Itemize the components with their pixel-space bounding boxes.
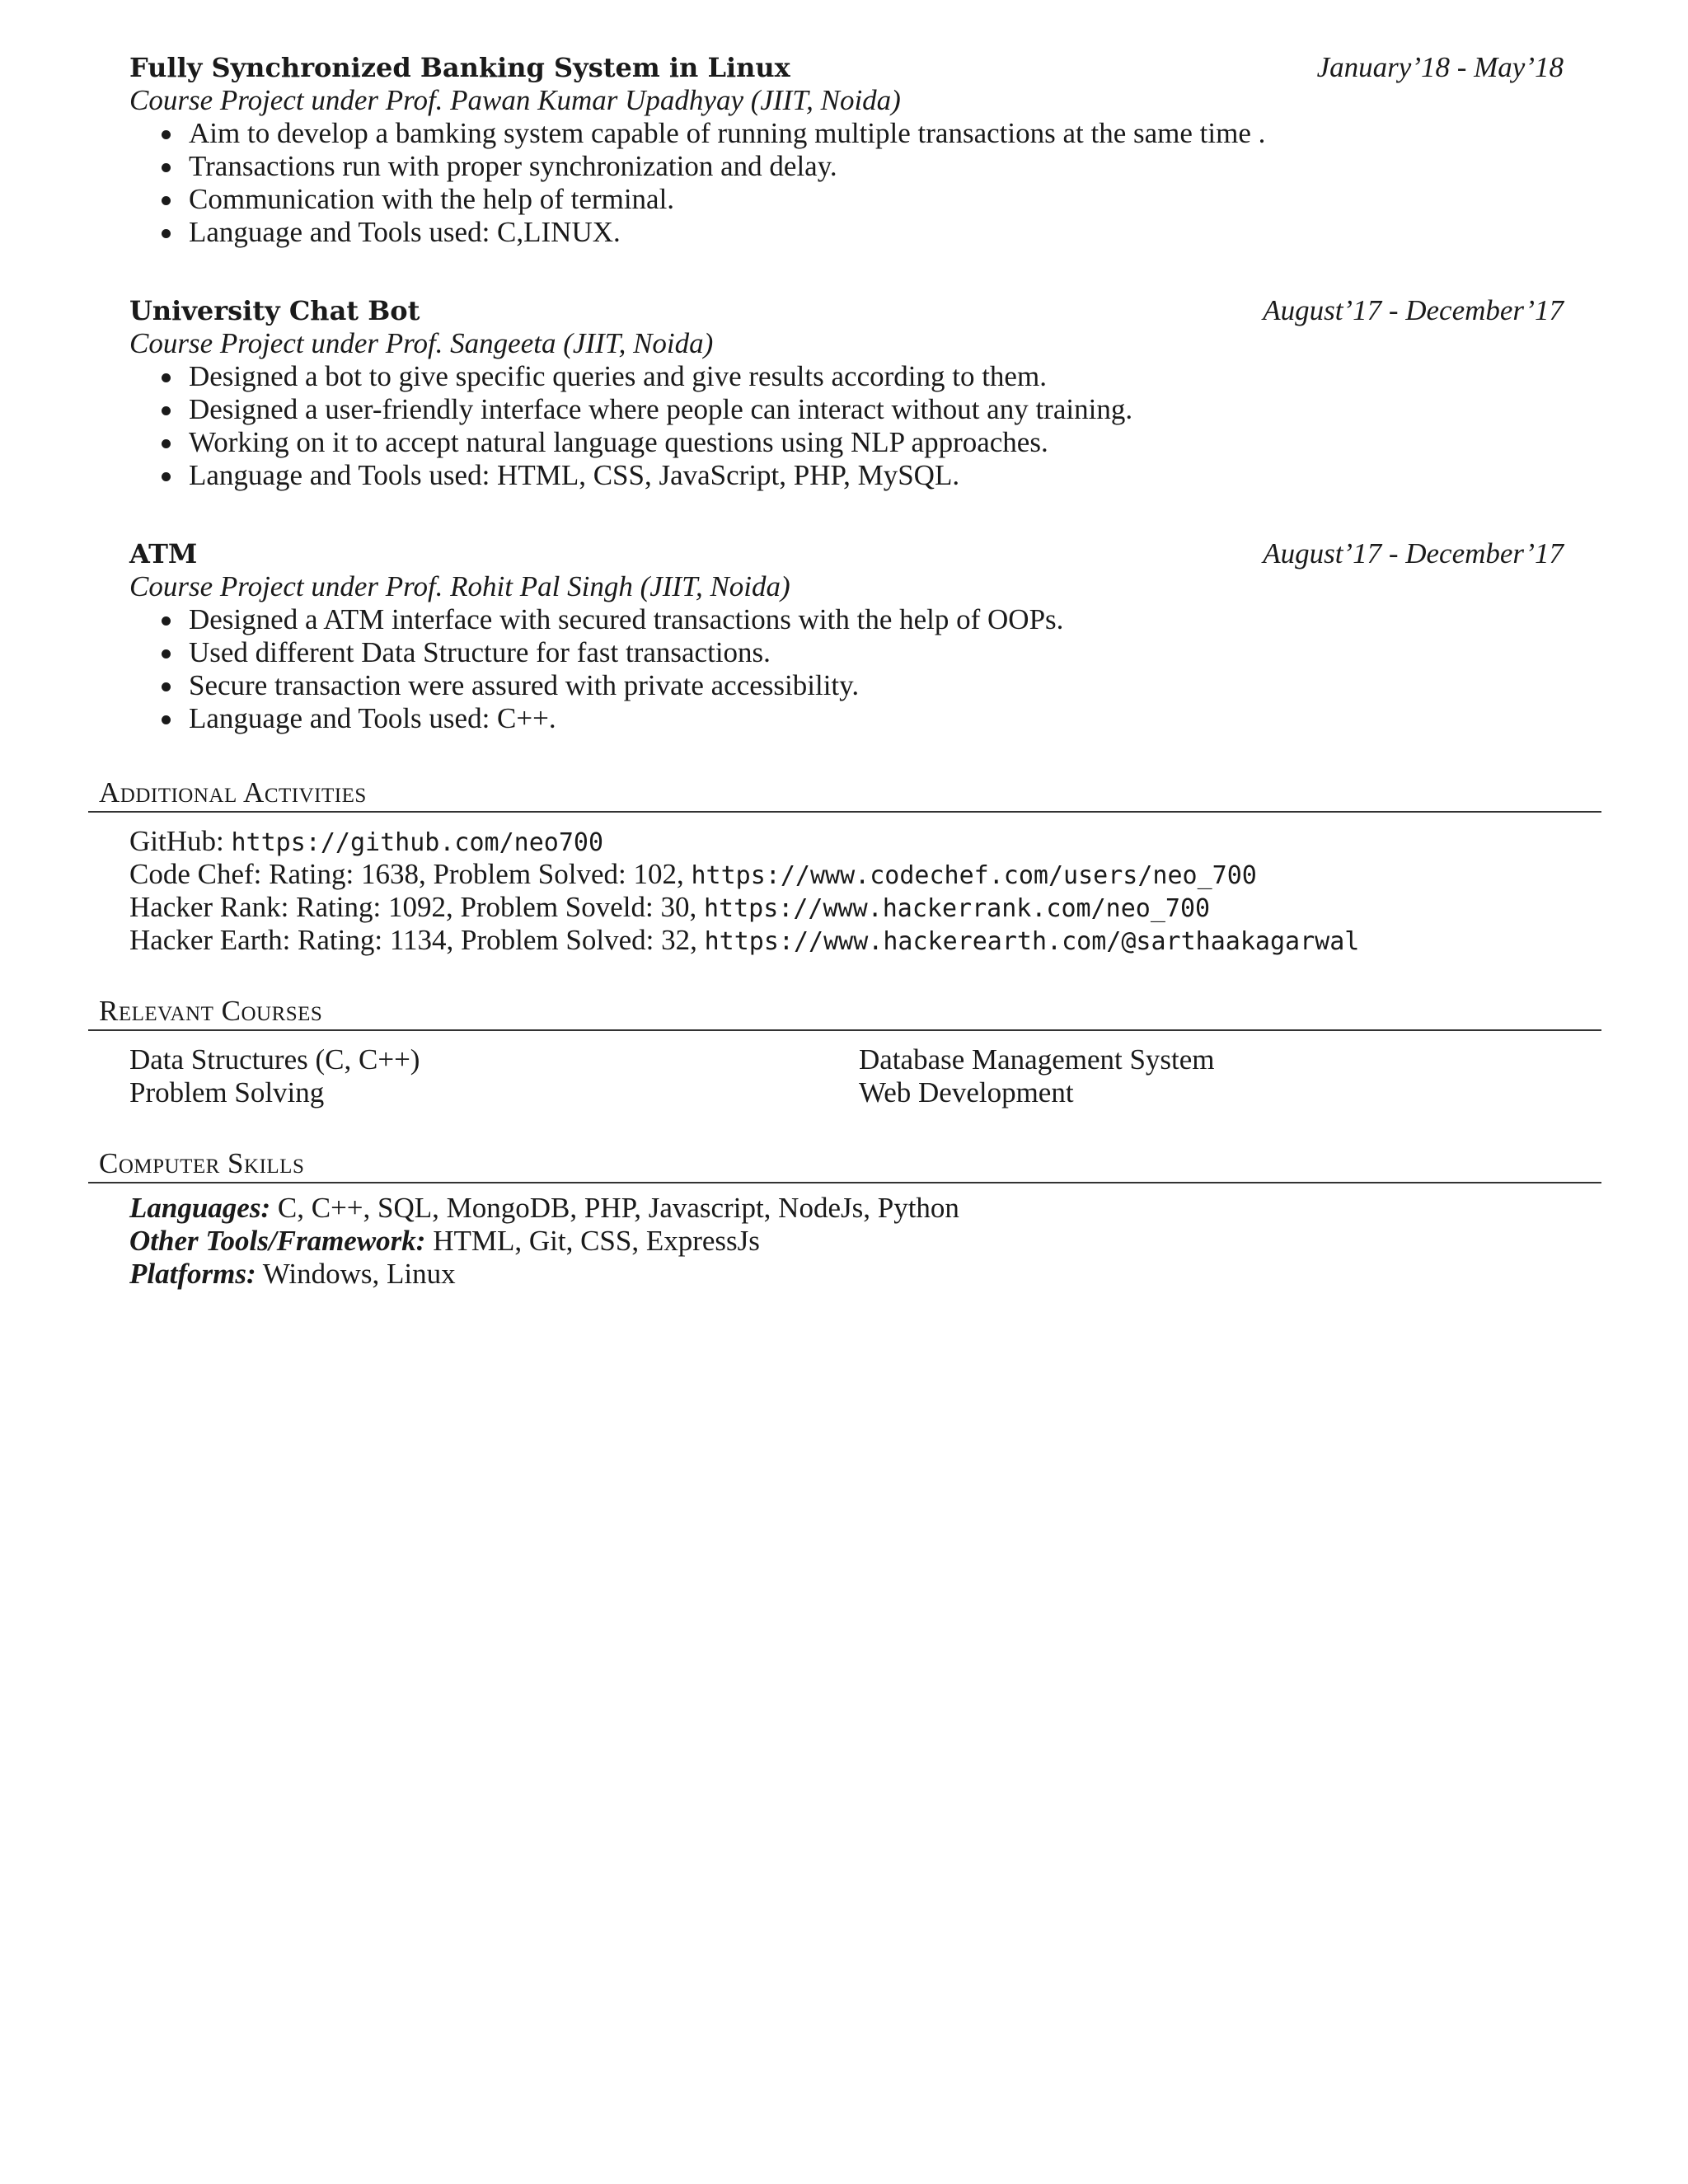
project-banking-system — [129, 51, 1564, 249]
skill-label: Platforms: — [129, 1258, 256, 1290]
project-title: University Chat Bot — [129, 295, 420, 326]
bullet-item: Language and Tools used: C,LINUX. — [189, 216, 1564, 249]
course-item: Data Structures (C, C++) — [129, 1043, 420, 1076]
bullet-item: Secure transaction were assured with private accessibility. — [189, 669, 1564, 702]
activity-text: Code Chef: Rating: 1638, Problem Solved: 102, — [129, 858, 692, 890]
github-link[interactable]: https://github.com/neo700 — [231, 828, 604, 857]
activity-text: Hacker Rank: Rating: 1092, Problem Soveld: 30, — [129, 891, 704, 923]
project-bullet-list — [129, 603, 1564, 735]
bullet-item: Designed a ATM interface with secured transactions with the help of OOPs. — [189, 603, 1564, 636]
section-title: Computer Skills — [99, 1147, 305, 1179]
project-bullet-list — [129, 360, 1564, 492]
section-title: Relevant Courses — [99, 995, 323, 1027]
project-subtitle: Course Project under Prof. Pawan Kumar Upadhyay (JIIT, Noida) — [129, 84, 901, 116]
skill-value: HTML, Git, CSS, ExpressJs — [425, 1225, 760, 1257]
activity-line-github — [129, 825, 603, 860]
project-header — [129, 537, 1564, 570]
bullet-item: Communication with the help of terminal. — [189, 183, 1564, 216]
project-header — [129, 51, 1564, 84]
skill-line-languages — [129, 1192, 959, 1225]
codechef-link[interactable]: https://www.codechef.com/users/neo_700 — [691, 861, 1257, 890]
activity-line-hackerrank — [129, 891, 1210, 926]
section-header-computer-skills — [88, 1147, 1601, 1183]
bullet-item: Language and Tools used: C++. — [189, 702, 1564, 735]
project-atm — [129, 537, 1564, 735]
skill-label: Languages: — [129, 1192, 271, 1224]
project-dates: January’18 - May’18 — [1316, 51, 1564, 83]
skill-value: C, C++, SQL, MongoDB, PHP, Javascript, NodeJs, Python — [270, 1192, 959, 1224]
activity-text: GitHub: — [129, 825, 232, 857]
project-dates: August’17 - December’17 — [1263, 537, 1564, 569]
activity-line-codechef — [129, 858, 1257, 893]
bullet-item: Used different Data Structure for fast transactions. — [189, 636, 1564, 669]
skill-line-tools — [129, 1225, 760, 1258]
project-subtitle: Course Project under Prof. Rohit Pal Singh (JIIT, Noida) — [129, 570, 790, 602]
bullet-item: Transactions run with proper synchronization and delay. — [189, 150, 1564, 183]
course-item: Web Development — [859, 1076, 1074, 1108]
project-title: ATM — [129, 538, 198, 569]
bullet-item: Aim to develop a bamking system capable of running multiple transactions at the same time . — [189, 117, 1564, 150]
activity-text: Hacker Earth: Rating: 1134, Problem Solved: 32, — [129, 924, 705, 956]
course-item: Database Management System — [859, 1043, 1215, 1076]
project-title: Fully Synchronized Banking System in Linux — [129, 52, 790, 83]
section-title: Additional Activities — [99, 776, 367, 808]
skill-line-platforms — [129, 1258, 456, 1291]
project-subtitle: Course Project under Prof. Sangeeta (JIIT, Noida) — [129, 327, 714, 359]
section-header-relevant-courses — [88, 995, 1601, 1031]
project-bullet-list — [129, 117, 1564, 249]
project-chat-bot — [129, 294, 1564, 492]
bullet-item: Language and Tools used: HTML, CSS, JavaScript, PHP, MySQL. — [189, 459, 1564, 492]
bullet-item: Designed a user-friendly interface where people can interact without any training. — [189, 393, 1564, 426]
course-item: Problem Solving — [129, 1076, 325, 1108]
hackerearth-link[interactable]: https://www.hackerearth.com/@sarthaakagarwal — [704, 927, 1360, 956]
bullet-item: Working on it to accept natural language questions using NLP approaches. — [189, 426, 1564, 459]
hackerrank-link[interactable]: https://www.hackerrank.com/neo_700 — [704, 894, 1211, 923]
section-header-additional-activities — [88, 776, 1601, 813]
skill-value: Windows, Linux — [256, 1258, 456, 1290]
skill-label: Other Tools/Framework: — [129, 1225, 426, 1257]
activity-line-hackerearth — [129, 924, 1359, 958]
project-header — [129, 294, 1564, 327]
bullet-item: Designed a bot to give specific queries and give results according to them. — [189, 360, 1564, 393]
project-dates: August’17 - December’17 — [1263, 294, 1564, 326]
